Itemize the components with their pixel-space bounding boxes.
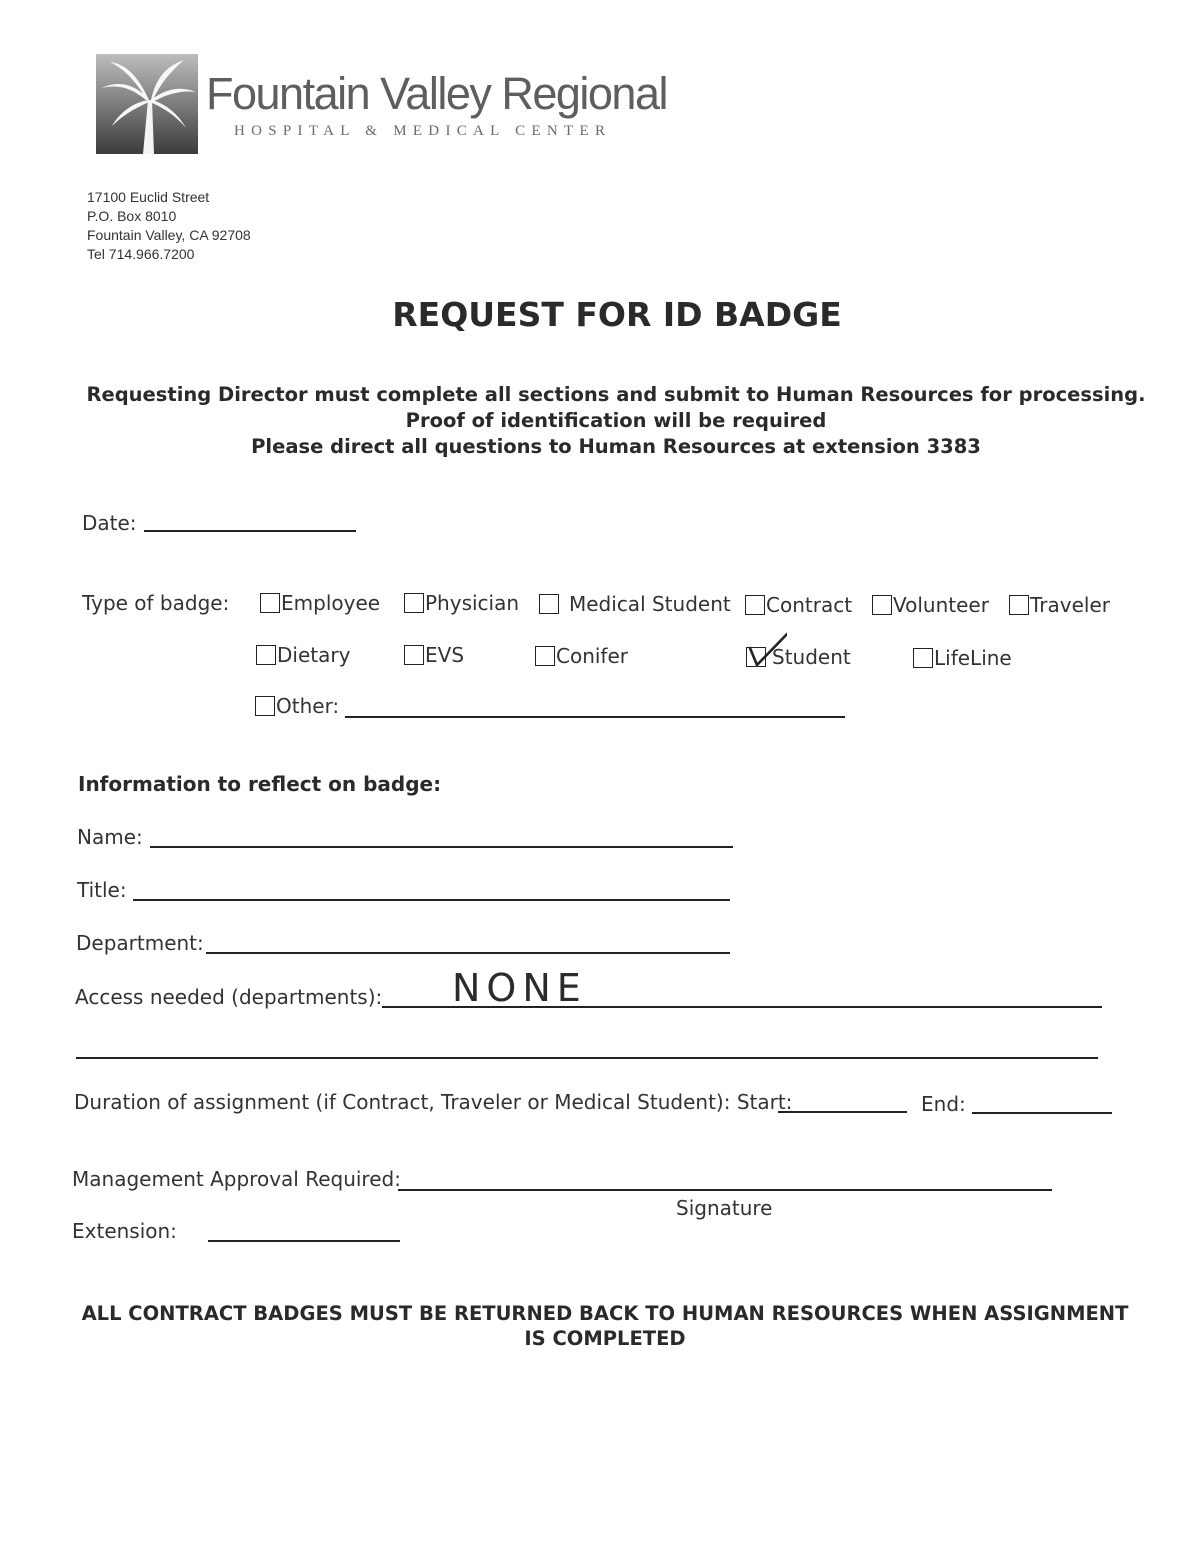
badge-option-dietary[interactable] (256, 643, 350, 667)
checkbox-label: EVS (425, 643, 465, 667)
checkbox[interactable] (539, 594, 559, 614)
access-handwritten-value: NONE (452, 966, 587, 1010)
footer-notice: IS COMPLETED (524, 1327, 686, 1350)
title-field[interactable] (133, 899, 730, 901)
start-field[interactable] (778, 1111, 907, 1113)
checkmark-icon (747, 632, 787, 668)
badge-option-contract[interactable] (745, 593, 852, 617)
hospital-logo-icon (96, 54, 198, 154)
other-field[interactable] (345, 716, 845, 718)
instruction-line: Proof of identification will be required (405, 409, 827, 432)
access-field-continued[interactable] (76, 1057, 1098, 1059)
checkbox[interactable] (535, 646, 555, 666)
hospital-name: Fountain Valley Regional (206, 68, 667, 119)
name-label: Name: (77, 825, 143, 849)
badge-option-volunteer[interactable] (872, 593, 989, 617)
checkbox[interactable] (260, 593, 280, 613)
address-line: P.O. Box 8010 (87, 208, 177, 224)
badge-option-employee[interactable] (260, 591, 380, 615)
checkbox-checked[interactable] (746, 647, 766, 667)
address-line: Tel 714.966.7200 (87, 246, 195, 262)
duration-label: Duration of assignment (if Contract, Traveler or Medical Student): Start: (74, 1090, 793, 1114)
title-label: Title: (77, 878, 127, 902)
extension-label: Extension: (72, 1219, 177, 1243)
checkbox-label: Traveler (1030, 593, 1110, 617)
checkbox-label: Medical Student (569, 592, 731, 616)
approval-label: Management Approval Required: (72, 1167, 401, 1191)
badge-option-medical-student[interactable] (539, 592, 731, 616)
form-title: REQUEST FOR ID BADGE (392, 295, 842, 334)
department-label: Department: (76, 931, 204, 955)
badge-option-traveler[interactable] (1009, 593, 1110, 617)
section-heading: Information to reflect on badge: (78, 772, 442, 796)
checkbox[interactable] (404, 593, 424, 613)
checkbox-label: Other: (276, 694, 340, 718)
checkbox-label: Physician (425, 591, 520, 615)
footer-notice: ALL CONTRACT BADGES MUST BE RETURNED BACK TO HUMAN RESOURCES WHEN ASSIGNMENT (81, 1302, 1129, 1325)
checkbox-label: Student (772, 645, 851, 669)
checkbox-label: Contract (766, 593, 853, 617)
date-label: Date: (82, 511, 137, 535)
badge-option-physician[interactable] (404, 591, 519, 615)
checkbox[interactable] (1009, 595, 1029, 615)
checkbox[interactable] (256, 645, 276, 665)
department-field[interactable] (206, 952, 730, 954)
badge-option-other[interactable] (255, 694, 339, 718)
checkbox-label: Volunteer (893, 593, 989, 617)
checkbox[interactable] (404, 645, 424, 665)
checkbox[interactable] (913, 648, 933, 668)
date-field[interactable] (144, 530, 356, 532)
end-field[interactable] (972, 1112, 1112, 1114)
checkbox-label: Employee (281, 591, 381, 615)
checkbox-label: Dietary (277, 643, 351, 667)
access-label: Access needed (departments): (75, 985, 383, 1009)
checkbox[interactable] (872, 595, 892, 615)
end-label: End: (921, 1092, 966, 1116)
signature-field[interactable] (398, 1189, 1052, 1191)
checkbox-label: LifeLine (934, 646, 1012, 670)
address-line: 17100 Euclid Street (87, 189, 210, 205)
name-field[interactable] (150, 846, 733, 848)
badge-option-conifer[interactable] (535, 644, 628, 668)
instruction-line: Please direct all questions to Human Resources at extension 3383 (251, 435, 981, 458)
instruction-line: Requesting Director must complete all sections and submit to Human Resources for processing. (86, 383, 1146, 406)
badge-type-label: Type of badge: (82, 591, 230, 615)
badge-option-lifeline[interactable] (913, 646, 1012, 670)
extension-field[interactable] (208, 1240, 400, 1242)
checkbox-label: Conifer (556, 644, 629, 668)
signature-caption: Signature (676, 1196, 773, 1220)
hospital-subtitle: HOSPITAL & MEDICAL CENTER (234, 123, 612, 139)
address-line: Fountain Valley, CA 92708 (87, 227, 251, 243)
checkbox[interactable] (255, 696, 275, 716)
checkbox[interactable] (745, 595, 765, 615)
badge-option-evs[interactable] (404, 643, 464, 667)
badge-option-student[interactable] (746, 645, 851, 669)
